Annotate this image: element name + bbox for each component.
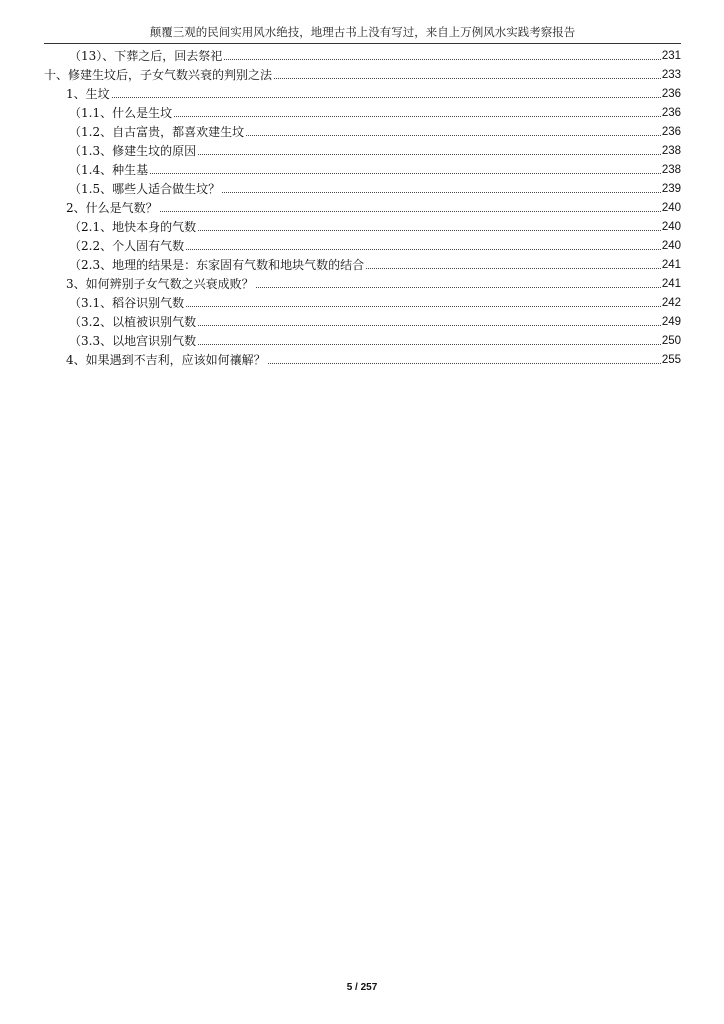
toc-dot-leader — [246, 134, 661, 136]
toc-entry-title: 4、如果遇到不吉利，应该如何禳解？ — [66, 353, 266, 367]
toc-entry-page: 249 — [661, 316, 681, 328]
toc-entry-page: 238 — [661, 145, 681, 157]
toc-dot-leader — [160, 210, 661, 212]
toc-dot-leader — [198, 324, 661, 326]
toc-entry-page: 241 — [661, 278, 681, 290]
toc-entry[interactable] — [44, 197, 681, 216]
toc-entry-title: （2.3、地理的结果是：东家固有气数和地块气数的结合 — [69, 258, 365, 272]
header-title: 颠覆三观的民间实用风水绝技，地理古书上没有写过，来自上万例风水实践考察报告 — [149, 25, 576, 39]
toc-entry-page: 231 — [661, 50, 681, 62]
toc-entry-title: （3.2、以植被识别气数 — [69, 315, 197, 329]
toc-entry-title: 3、如何辨别子女气数之兴衰成败？ — [66, 277, 254, 291]
toc-entry-page: 233 — [661, 69, 681, 81]
toc-entry-title: （1.4、种生基 — [69, 163, 149, 177]
toc-entry[interactable] — [44, 159, 681, 178]
toc-entry-page: 240 — [661, 221, 681, 233]
toc-entry-title: （2.1、地快本身的气数 — [69, 220, 197, 234]
toc-entry-page: 238 — [661, 164, 681, 176]
toc-entry-page: 236 — [661, 126, 681, 138]
toc-entry-title: （3.1、稻谷识别气数 — [69, 296, 185, 310]
toc-entry[interactable] — [44, 121, 681, 140]
toc-entry-title: 十、修建生坟后，子女气数兴衰的判别之法 — [44, 68, 273, 82]
toc-dot-leader — [198, 229, 661, 231]
toc-entry-title: （1.1、什么是生坟 — [69, 106, 173, 120]
toc-entry-page: 255 — [661, 354, 681, 366]
toc-dot-leader — [186, 305, 661, 307]
toc-dot-leader — [174, 115, 661, 117]
toc-entry-title: （1.3、修建生坟的原因 — [69, 144, 197, 158]
toc-entry[interactable] — [44, 349, 681, 368]
toc-entry-title: 2、什么是气数？ — [66, 201, 158, 215]
toc-entry-page: 250 — [661, 335, 681, 347]
toc-dot-leader — [366, 267, 661, 269]
toc-entry[interactable] — [44, 178, 681, 197]
table-of-contents — [44, 45, 681, 368]
toc-entry-title: （3.3、以地宫识别气数 — [69, 334, 197, 348]
toc-entry[interactable] — [44, 102, 681, 121]
toc-entry-page: 236 — [661, 88, 681, 100]
toc-entry-page: 242 — [661, 297, 681, 309]
toc-entry[interactable] — [44, 83, 681, 102]
toc-dot-leader — [224, 58, 661, 60]
toc-entry-page: 236 — [661, 107, 681, 119]
toc-entry[interactable] — [44, 311, 681, 330]
toc-dot-leader — [256, 286, 661, 288]
toc-entry[interactable] — [44, 254, 681, 273]
toc-dot-leader — [112, 96, 661, 98]
toc-dot-leader — [222, 191, 661, 193]
toc-entry[interactable] — [44, 292, 681, 311]
toc-entry-title: （1.2、自古富贵，都喜欢建生坟 — [69, 125, 245, 139]
toc-dot-leader — [198, 153, 661, 155]
toc-dot-leader — [268, 362, 661, 364]
toc-entry[interactable] — [44, 140, 681, 159]
toc-entry[interactable] — [44, 330, 681, 349]
toc-entry-page: 240 — [661, 240, 681, 252]
toc-entry-title: （2.2、个人固有气数 — [69, 239, 185, 253]
toc-entry[interactable] — [44, 45, 681, 64]
toc-entry[interactable] — [44, 216, 681, 235]
toc-dot-leader — [198, 343, 661, 345]
page-header — [44, 23, 681, 44]
toc-entry-page: 239 — [661, 183, 681, 195]
page-number: 5 / 257 — [346, 982, 378, 993]
toc-entry[interactable] — [44, 64, 681, 83]
toc-entry-page: 240 — [661, 202, 681, 214]
toc-entry-page: 241 — [661, 259, 681, 271]
toc-entry-title: （1.5、哪些人适合做生坟？ — [69, 182, 221, 196]
toc-entry[interactable] — [44, 235, 681, 254]
toc-dot-leader — [150, 172, 661, 174]
toc-dot-leader — [186, 248, 661, 250]
toc-entry[interactable] — [44, 273, 681, 292]
toc-entry-title: 1、生坟 — [66, 87, 110, 101]
toc-dot-leader — [274, 77, 661, 79]
toc-entry-title: （13）、下葬之后，回去祭祀 — [69, 49, 223, 63]
